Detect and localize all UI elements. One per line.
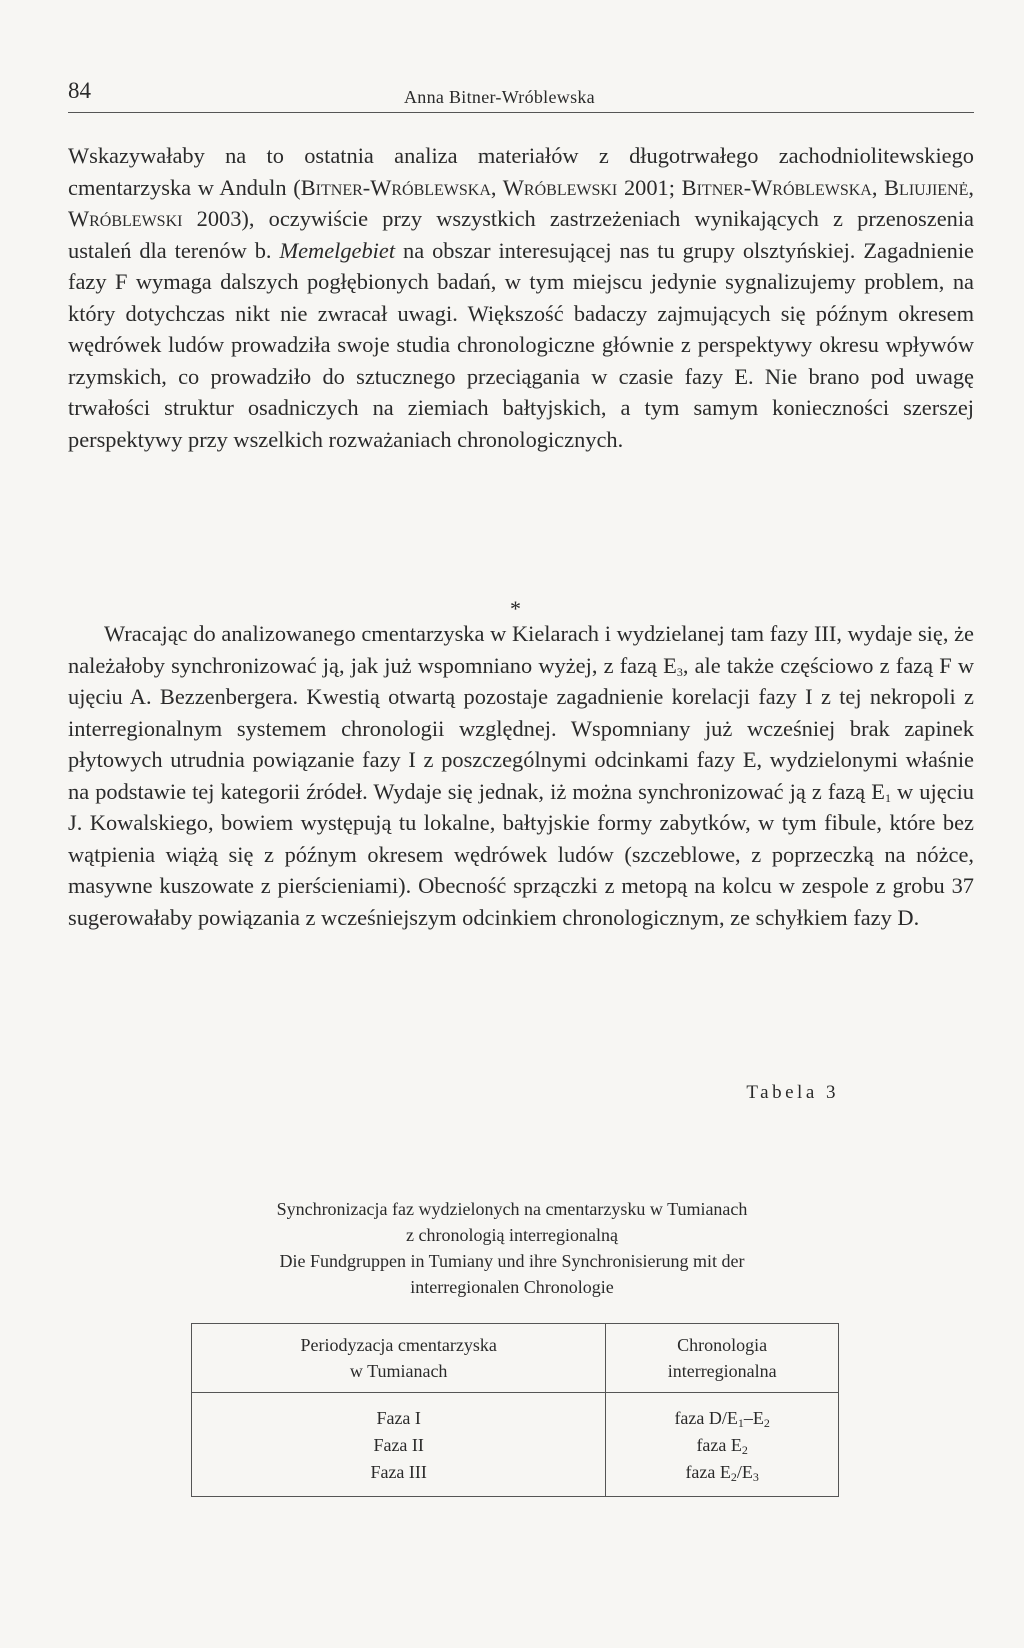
text-run: Wskazywałaby na to ostatnia analiza materiałów z długotrwałego zachodniolitewskiego cmentarzyska w Anduln ( (68, 143, 974, 200)
header-line: Periodyzacja cmentarzyska (300, 1335, 497, 1355)
italic-term: Memelgebiet (279, 237, 396, 263)
chronology-cell (606, 1393, 839, 1497)
subscript: 1 (884, 790, 891, 805)
caption-line: Synchronizacja faz wydzielonych na cmentarzysku w Tumianach (276, 1199, 748, 1219)
synchronization-table (191, 1323, 839, 1497)
table-row (192, 1393, 839, 1497)
caption-line: Die Fundgruppen in Tumiany und ihre Synchronisierung mit der (279, 1251, 745, 1271)
subscript: 3 (676, 664, 683, 679)
text-run: Wracając do analizowanego cmentarzyska w Kielarach i wydzielanej tam fazy III, wydaje się, że należałoby synchronizować ją, jak już wspomniano wyżej, z fazą E (68, 621, 974, 678)
chron-text: faza D/E (674, 1408, 738, 1428)
chron-text: faza E (696, 1435, 742, 1455)
text-run: w ujęciu J. Kowalskiego, bowiem występują tu lokalne, bałtyjskie formy zabytków, w tym fibule, które bez wątpienia wiążą się z późnym okresem wędrówek ludów (szczeblowe, z poprzeczką na nóżce, masywne kuszowate z pierścieniami). Obecność sprzączki z metopą na kolcu w zespole z grobu 37 sugerowałaby powiązania z wcześniejszym odcinkiem chronologicznym, ze schyłkiem fazy D. (68, 778, 974, 930)
table-header-row (192, 1324, 839, 1393)
text-run: na obszar interesującej nas tu grupy olsztyńskiej. Zagadnienie fazy F wymaga dalszych pogłębionych badań, w tym miejscu jedynie sygnalizujemy problem, na który dotychczas nikt nie zwracał uwagi. Większość badaczy zajmujących się późnym okresem wędrówek ludów prowadziła swoje studia chronologiczne głównie z perspektywy okresu wpływów rzymskich, co prowadziło do sztucznego przeciągania w czasie fazy E. Nie brano pod uwagę trwałości struktur osadniczych na ziemiach bałtyjskich, a tym samym konieczności szerszej perspektywy przy wszelkich rozważaniach chronologicznych. (68, 237, 974, 452)
text-run: 2003), oczywiście przy wszystkich zastrzeżeniach wynikających z przenoszenia ustaleń dla terenów b. (68, 206, 974, 263)
chronology-value (606, 1405, 838, 1432)
header-line: interregionalna (667, 1361, 777, 1381)
header-line: Chronologia (677, 1335, 768, 1355)
phase-value: Faza I (376, 1408, 421, 1428)
chron-text: /E (736, 1462, 753, 1482)
citation-author: Bitner-Wróblewska, Wróblewski (300, 174, 618, 200)
header-line: w Tumianach (349, 1361, 448, 1381)
chronology-value (606, 1432, 838, 1459)
chron-text: faza E (685, 1462, 731, 1482)
column-header-chronology (606, 1324, 839, 1393)
text-run: , ale także częściowo z fazą F w ujęciu A. Bezzenbergera. Kwestią otwartą pozostaje zagadnienie korelacji fazy I z tej nekropoli z interregionalnym systemem chronologii względnej. Wspomniany już wcześniej brak zapinek płytowych utrudnia powiązanie fazy I z poszczególnymi odcinkami fazy E, wydzielonymi właśnie na podstawie tej kategorii źródeł. Wydaje się jednak, iż można synchronizować ją z fazą E (68, 652, 975, 804)
caption-line: z chronologią interregionalną (406, 1225, 618, 1245)
paragraph-2 (68, 618, 974, 933)
phase-cell (192, 1393, 606, 1497)
running-header (68, 78, 974, 113)
subscript: 2 (730, 1470, 737, 1484)
citation-author: Bitner-Wróblewska, Bliujienė, Wróblewski (68, 174, 974, 231)
header-author: Anna Bitner-Wróblewska (404, 87, 595, 107)
table-caption (180, 1196, 844, 1300)
chron-text: –E (743, 1408, 764, 1428)
subscript: 1 (737, 1416, 744, 1430)
subscript: 2 (741, 1443, 748, 1457)
column-header-periodization (192, 1324, 606, 1393)
subscript: 2 (763, 1416, 770, 1430)
chronology-value (606, 1459, 838, 1486)
caption-line: interregionalen Chronologie (410, 1277, 614, 1297)
phase-value: Faza II (373, 1435, 424, 1455)
phase-value: Faza III (370, 1462, 427, 1482)
page-number: 84 (68, 78, 91, 103)
section-separator: * (510, 596, 521, 621)
table-label: Tabela 3 (746, 1082, 839, 1103)
paragraph-1 (68, 140, 974, 455)
subscript: 3 (752, 1470, 759, 1484)
text-run: 2001; (617, 174, 682, 200)
